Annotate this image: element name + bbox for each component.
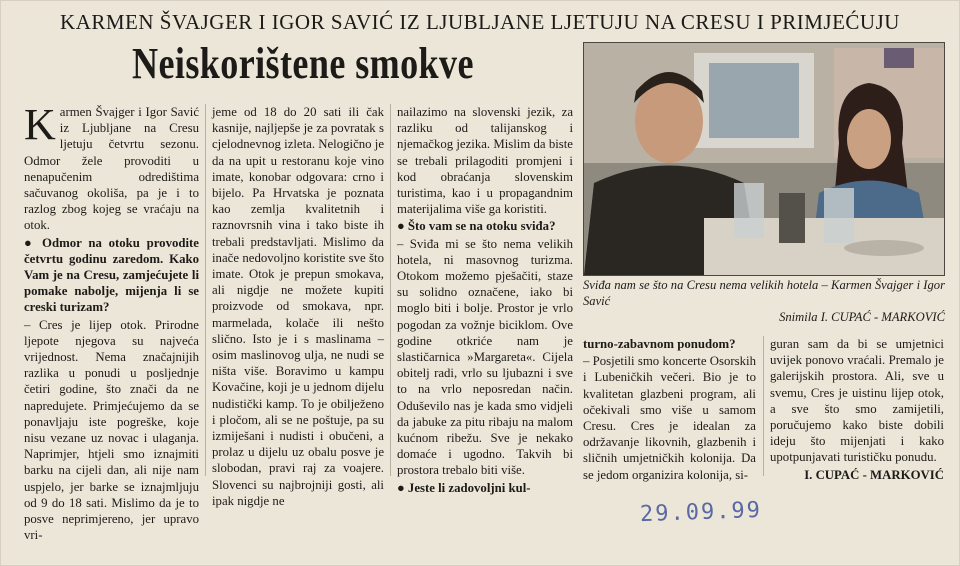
answer-1-end: nailazimo na slovenski jezik, za razliku od talijanskog i njemačkog jezika. Mislim da biste se trebali prilagoditi promjeni i kod obraćanja slovenskim turistima, kao i u propagandnim materijalima više ga koristiti. — [397, 105, 573, 217]
column-2 — [212, 104, 384, 564]
answer-3-continued: guran sam da bi se umjetnici uvijek ponovo vraćali. Premalo je galerijskih prostora. Ali, sve u svemu, Cres je uistinu lijep otok, a sve što smo zamijetili, poručujemo kako biste dobili ideju što mijenjati i kako upotpunjavati turističku ponudu. — [770, 337, 944, 465]
article-photo — [583, 42, 945, 276]
column-divider — [205, 104, 206, 476]
intro-paragraph: armen Švajger i Igor Savić iz Ljubljane na Cresu ljetuju četvrtu sezonu. Odmor žele provoditi u nenapučenim odredištima sačuvanog okoliša, pa je i to razlog zbog kojeg se vraćaju na otok. — [24, 105, 199, 233]
question-3-start: ● Jeste li zadovoljni kul- — [397, 480, 531, 495]
article-headline: Neiskorištene smokve — [132, 39, 474, 88]
column-4 — [583, 336, 756, 486]
column-3 — [397, 104, 573, 495]
column-divider — [763, 336, 764, 476]
answer-3: – Posjetili smo koncerte Osorskih i Lubeničkih večeri. Bio je to kvalitetan glazbeni program, ali očekivali smo više u samom Cresu. Cres je idealan za održavanje likovnih, glazbenih i sličnih umjetničkih kolonija. Da se jedom organizira kolonija, si- — [583, 354, 756, 482]
answer-1: – Cres je lijep otok. Prirodne ljepote njegova su najveća vrijednost. Nema značajnijih razlika u ponudi u posljednje četiri godine, što znači da ne napredujete. Primjećujemo da se ponavljaju iste pogreške, koje nisu vezane uz novac i ulaganja. Naprimjer, htjeli smo iznajmiti barku na cijeli dan, ali nije nam uspjelo, jer barke se iznajmljuju od 9 do 18 sati. Mislimo da je to posve neprimjereno, jer upravo vri- — [24, 317, 199, 543]
question-2: ● Što vam se na otoku sviđa? — [397, 219, 556, 234]
drop-cap: K — [24, 100, 56, 149]
question-1: ● Odmor na otoku provodite četvrtu godinu zaredom. Kako Vam je na Cresu, zamjećujete li pomake nabolje, mijenja li se creski turizam? — [24, 235, 199, 315]
question-3-end: turno-zabavnom ponudom? — [583, 337, 736, 351]
article-kicker: KARMEN ŠVAJGER I IGOR SAVIĆ IZ LJUBLJANE LJETUJU NA CRESU I PRIMJEĆUJU — [60, 10, 900, 34]
answer-2: – Sviđa mi se što nema velikih hotela, ni masovnog turizma. Otokom možemo pješačiti, staze su solidno označene, iako bi moglo biti i bolje. Prostor je vrlo pogodan za vožnje biciklom. Ove godine otkriće nam je slastičarnica »Margareta«. Cijela obitelj radi, vrlo su ljubazni i sve to na vrlo neposredan način. Oduševilo nas je kada smo vidjeli da jabuke za pitu ribaju na malom kućnom ribežu. Sve je nekako domaće i ugodno. Takvih bi prostora trebalo biti više. — [397, 236, 573, 478]
date-stamp: 29.09.99 — [639, 497, 763, 528]
photo-caption — [583, 277, 945, 325]
column-divider — [390, 104, 391, 476]
photo-credit: Snimila I. CUPAĆ - MARKOVIĆ — [779, 310, 945, 324]
photo-illustration — [584, 43, 944, 275]
column-1 — [24, 100, 199, 564]
caption-text: Sviđa nam se što na Cresu nema velikih hotela – Karmen Švajger i Igor Savić — [583, 278, 945, 308]
answer-1-continued: jeme od 18 do 20 sati ili čak kasnije, najljepše je za povratak s cjelodnevnog izleta. Nelogično je da na upit u restoranu koje vino imate, konobar odgovara: crno i bijelo. Pa Hrvatska je poznata kao zemlja kvalitetnih i raznovrsnih vina i tako biste ih trebali predstavljati. Mislimo da inače nedovoljno koristite sve što imate. Otok je prepun smokava, ali nigdje ne možete kupiti proizvode od smokava, npr. marmelada, kolače ili nešto slično. Isto je i s maslinama – osim maslinovog ulja, ne nudi se ništa više. Boravimo u kampu Kovačine, koji je u jednom dijelu nudistički kamp. To je obilježeno i pločom, ali se ne poštuje, pa su izmiješani i nudisti i obučeni, a prolaz u dijelu uz obalu posve je slobodan, pravi raj za voajere. Slovenci su najbrojniji gosti, ali ipak nigdje ne — [212, 105, 384, 508]
article-byline: I. CUPAĆ - MARKOVIĆ — [804, 467, 944, 482]
column-5 — [770, 336, 944, 486]
